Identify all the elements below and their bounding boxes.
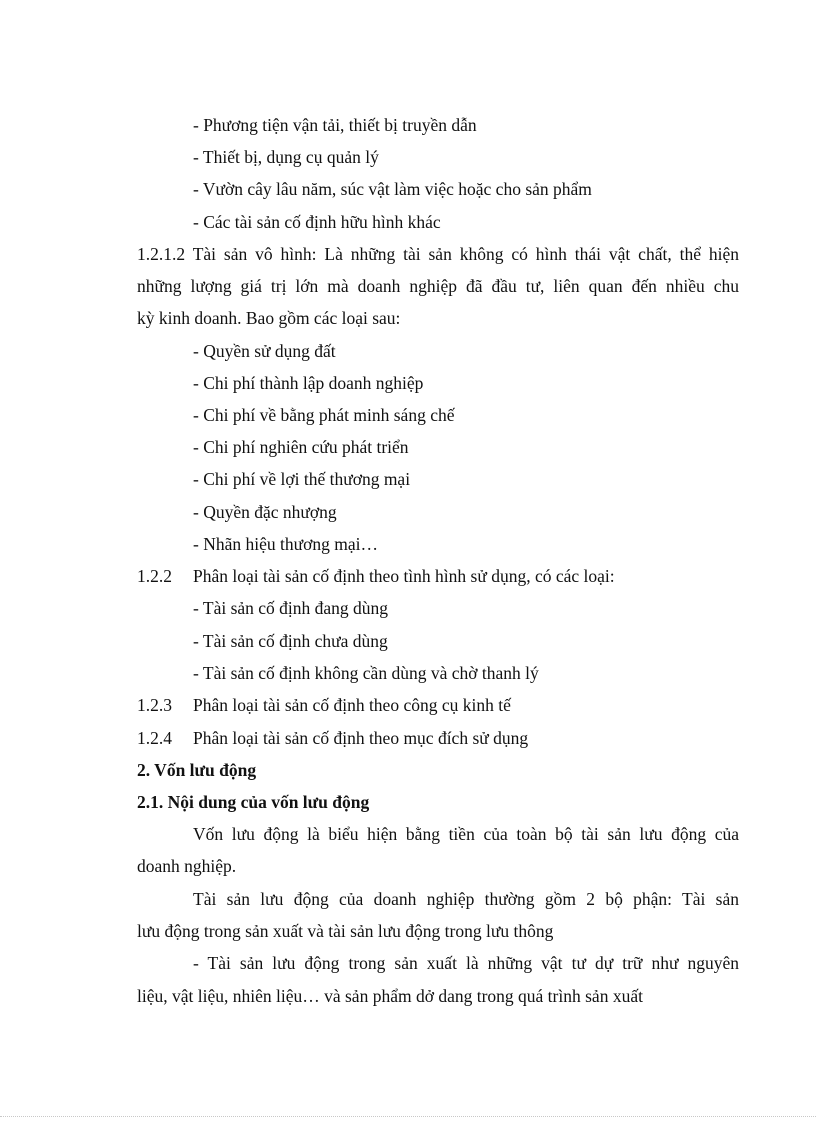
section-number: 1.2.3	[137, 695, 172, 715]
list-item: - Tài sản cố định chưa dùng	[193, 631, 388, 651]
section-number: 1.2.4	[137, 728, 172, 748]
paragraph-line: - Tài sản lưu động trong sản xuất là những vật tư dự trữ như nguyên	[193, 953, 739, 973]
list-item: - Quyền sử dụng đất	[193, 341, 336, 361]
paragraph-line: liệu, vật liệu, nhiên liệu… và sản phẩm dở dang trong quá trình sản xuất	[137, 986, 643, 1006]
list-item: - Phương tiện vận tải, thiết bị truyền dẫn	[193, 115, 477, 135]
list-item: - Nhãn hiệu thương mại…	[193, 534, 378, 554]
list-item: - Thiết bị, dụng cụ quản lý	[193, 147, 379, 167]
list-item: - Chi phí về lợi thế thương mại	[193, 469, 411, 489]
list-item: - Chi phí nghiên cứu phát triển	[193, 437, 409, 457]
list-item: - Chi phí thành lập doanh nghiệp	[193, 373, 424, 393]
section-number: 1.2.2	[137, 566, 172, 586]
paragraph-line: Tài sản lưu động của doanh nghiệp thường gồm 2 bộ phận: Tài sản	[193, 889, 739, 909]
paragraph-line: Vốn lưu động là biểu hiện bằng tiền của toàn bộ tài sản lưu động của	[193, 824, 739, 844]
list-item: - Chi phí về bằng phát minh sáng chế	[193, 405, 455, 425]
section-title: Phân loại tài sản cố định theo công cụ kinh tế	[193, 695, 511, 715]
paragraph-line: kỳ kinh doanh. Bao gồm các loại sau:	[137, 308, 401, 328]
paragraph-line: 1.2.1.2 Tài sản vô hình: Là những tài sản không có hình thái vật chất, thể hiện	[137, 244, 739, 264]
list-item: - Tài sản cố định đang dùng	[193, 598, 389, 618]
list-item: - Tài sản cố định không cần dùng và chờ thanh lý	[193, 663, 539, 683]
list-item: - Quyền đặc nhượng	[193, 502, 337, 522]
section-title: Phân loại tài sản cố định theo mục đích sử dụng	[193, 728, 529, 748]
subheading: 2.1. Nội dung của vốn lưu động	[137, 792, 370, 812]
heading: 2. Vốn lưu động	[137, 760, 257, 780]
list-item: - Vườn cây lâu năm, súc vật làm việc hoặc cho sản phẩm	[193, 179, 592, 199]
paragraph-line: doanh nghiệp.	[137, 856, 237, 876]
list-item: - Các tài sản cố định hữu hình khác	[193, 212, 441, 232]
paragraph-line: những lượng giá trị lớn mà doanh nghiệp đã đầu tư, liên quan đến nhiều chu	[137, 276, 739, 296]
paragraph-line: lưu động trong sản xuất và tài sản lưu động trong lưu thông	[137, 921, 554, 941]
page-bottom-divider	[0, 1116, 816, 1117]
section-title: Phân loại tài sản cố định theo tình hình sử dụng, có các loại:	[193, 566, 615, 586]
